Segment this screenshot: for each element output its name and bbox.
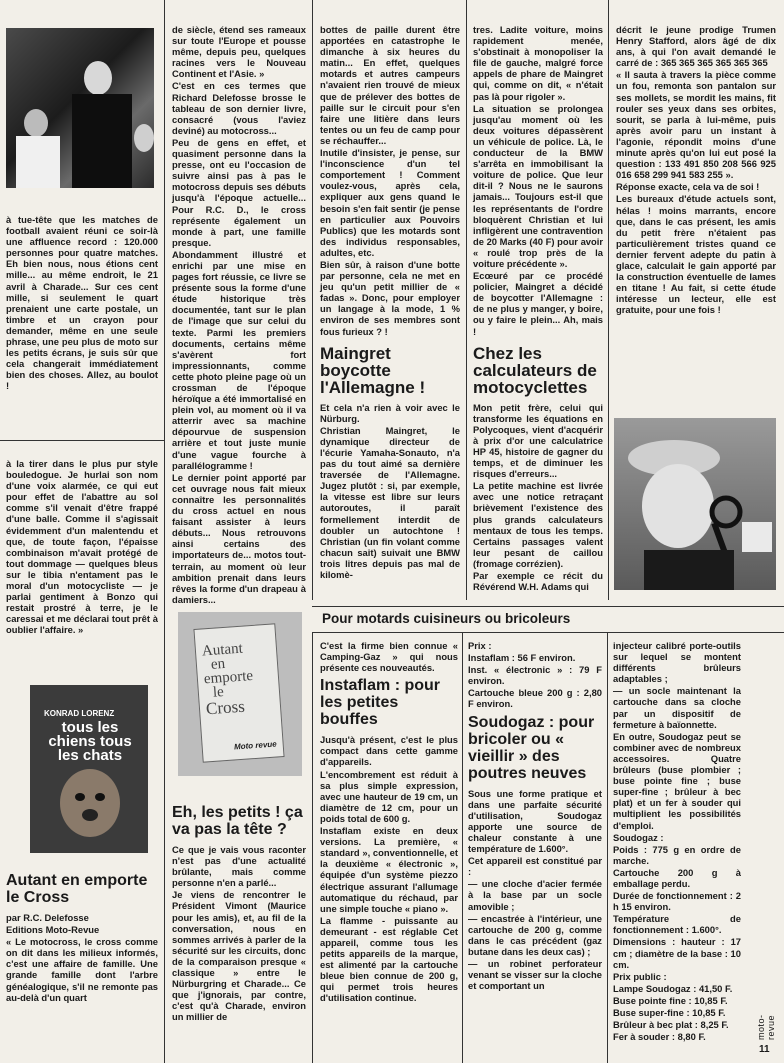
s3-paragraph-2: — un socle maintenant la cartouche dans sa cloche par un dispositif de fermeture à baïonnette.	[613, 685, 741, 730]
s3-paragraph-13: Buse super-fine : 10,85 F.	[613, 1007, 726, 1018]
s2-paragraph-7: — une cloche d'acier fermée à la base par un socle amovible ;	[468, 878, 602, 912]
s3-paragraph-6: Cartouche 200 g à emballage perdu.	[613, 866, 741, 889]
s3-paragraph-5: Poids : 775 g en ordre de marche.	[613, 843, 741, 866]
column-rule	[312, 0, 313, 600]
s2-paragraph-3: Inst. « électronic » : 79 F environ.	[468, 664, 602, 687]
s3-paragraph-15: Fer à souder : 8,80 F.	[613, 1031, 706, 1043]
col4-paragraph-5: La petite machine est livrée avec une notice retraçant brièvement l'existence des plus grands calculateurs mentaux de tous les temps. Certains passages valent leur pesant de caillou (fromage corrézien).	[473, 480, 603, 569]
byline-author: par R.C. Delefosse	[6, 912, 89, 923]
column-rule	[466, 0, 467, 600]
column-1-top	[6, 214, 158, 393]
book-cover	[193, 623, 284, 762]
s1-paragraph-4: Instaflam existe en deux versions. La première, « standard », conventionnelle, et la deuxième « électronic », équipée d'un système piezzo électrique assurant l'allumage automatique du réchaud, par une simple touche « piano ».	[320, 825, 458, 914]
col4-paragraph-2: La situation se prolongea jusqu'au moment où les deux voitures dépassèrent un véhicule de police. Là, le conducteur de la BMW s'arrêta en immobilisant la voiture de police. Que leur dit-il ? Nous ne le saurons jamais... Toujours est-il que les représentants de l'ordre bloquèrent Christian et lui infligèrent une contravention de 20 Marks (40 F) pour avoir « roulé trop près de la voiture précédente ».	[473, 102, 603, 269]
byline-publisher: Editions Moto-Revue	[6, 924, 100, 936]
col4-paragraph-6: Par exemple ce récit du Révérend W.H. Adams qui	[473, 570, 603, 593]
column-4	[473, 24, 603, 593]
man-illustration	[614, 418, 776, 590]
column-1-mid	[6, 458, 158, 637]
s3-paragraph-8: Température de fonctionnement : 1.600°.	[613, 913, 741, 936]
s2-paragraph-5: Sous une forme pratique et dans une parfaite sécurité d'utilisation, Soudogaz apporte une source de chaleur constante à une température de 1.600°.	[468, 787, 602, 855]
col2-paragraph-5: Le dernier point apporté par cet ouvrage nous fait mieux connaître les personnalités du cross actuel en nous faisant assister à leurs débuts... Nous retrouvons ainsi certains des importateurs de... motos tout-terrain, au moment où leur ambition prenait dans leurs rêves la forme d'un drapeau à damiers...	[172, 471, 306, 605]
s3-paragraph-1: injecteur calibré porte-outils sur lequel se montent différents brûleurs adaptables ;	[613, 640, 741, 685]
column-2	[172, 24, 306, 606]
s3-paragraph-3: En outre, Soudogaz peut se combiner avec de nombreux accessoires. Quatre brûleurs (buse plombier ; buse pointe fine ; buse super-fine ; brûleur à bec plat) et un fer à souder qui multiplient les possibilités d'emploi.	[613, 730, 741, 831]
column-5	[616, 24, 776, 316]
book-cover-title: tous les chiens tous les chats	[48, 719, 132, 764]
book-photo-cross	[178, 612, 302, 776]
article-heading-petits: Eh, les petits ! ça va pas la tête ?	[172, 804, 303, 838]
col1-paragraph-3: « Le motocross, le cross comme on dit dans les milieux informés, c'est une affaire de famille. Une grande famille dont l'arbre généalogique, s'il ne remonte pas au-delà d'un quart	[6, 936, 158, 1003]
book-cover-dogs	[30, 685, 148, 853]
col4-paragraph-4: Mon petit frère, celui qui transforme les équations en Polycoques, vient d'acquérir à prix d'or une calculatrice HP 45, histoire de gagner du temps, et de diminuer les risques d'erreurs...	[473, 401, 603, 480]
s1-paragraph-2: Jusqu'à présent, c'est le plus compact dans cette gamme d'appareils.	[320, 734, 458, 768]
col2-paragraph-3: Peu de gens en effet, et quasiment personne dans la presse, ont eu l'occasion de suivre ainsi pas à pas le motocross depuis ses débuts jusqu'à l'époque actuelle... Pour R.C. D., le cross représente également un monde à part, une famille presque.	[172, 136, 306, 248]
col3-paragraph-4: Et cela n'a rien à voir avec le Nürburg.	[320, 401, 460, 424]
book-publisher: Moto revue	[233, 739, 277, 752]
section-rule	[312, 632, 784, 633]
book-cover-author: KONRAD LORENZ	[44, 709, 115, 718]
col3-paragraph-1: bottes de paille durent être apportées en catastrophe le dimanche à six heures du matin... En effet, quelques motards et autres campeurs n'avaient rien trouvé de mieux que de prélever des bottes de paille sur le circuit pour s'en faire une litière dans leurs tentes ou un feu de camp pour se réchauffer...	[320, 24, 460, 146]
col3-paragraph-2: Inutile d'insister, je pense, sur l'inconscience d'un tel comportement ! Comment voulez-vous, après cela, expliquer aux gens quand le besoin s'en fait sentir (je pense en particulier aux Pouvoirs Publics) que les motards sont des individus responsables, adultes, etc.	[320, 147, 460, 258]
col3-paragraph-3: Bien sûr, à raison d'une botte par personne, cela ne met en jeu qu'un petit millier de « fadas ». Donc, pour employer un langage à la mode, 1 % environ de ses membres sont fous furieux ? !	[320, 258, 460, 337]
col4-paragraph-3: Ecœuré par ce procédé policier, Maingret a décidé de boycotter l'Allemagne : de ne plus y manger, y boire, ou y faire le plein... Ah, mais !	[473, 270, 603, 337]
book-title-4: le	[212, 684, 225, 701]
book-title-1: Autant	[201, 640, 244, 660]
column-2-bottom	[172, 800, 306, 1024]
book-title-2: en	[210, 655, 226, 673]
s3-paragraph-14: Brûleur à bec plat : 8,25 F.	[613, 1019, 729, 1031]
book-title-5: Cross	[205, 696, 246, 719]
article-heading-calculateurs: Chez les calculateurs de motocyclettes	[473, 343, 597, 397]
article-heading-autant: Autant en emporte le Cross	[6, 872, 148, 906]
col5-paragraph-2: « Il sauta à travers la pièce comme un fou, remonta son pantalon sur ses mollets, se mordit les mains, fit rouler ses yeux dans ses orbites, sourit, se parla à lui-même, puis après avoir paru un instant à l'agonie, répondit moins d'une minute après qu'on lui eut posé la question : 133 491 850 208 566 925 016 658 299 941 583 255 ».	[616, 69, 776, 181]
s3-paragraph-12: Buse pointe fine : 10,85 F.	[613, 994, 728, 1006]
s3-paragraph-10: Prix public :	[613, 970, 667, 982]
page-number: 11	[759, 1044, 770, 1055]
column-1-bottom	[6, 868, 158, 1004]
article-heading-maingret: Maingret boycotte l'Allemagne !	[320, 343, 426, 397]
col2-paragraph-6: Ce que je vais vous raconter n'est pas d'une actualité brûlante, mais comme personne n'en a parlé...	[172, 844, 306, 889]
col4-paragraph-1: tres. Ladite voiture, moins rapidement menée, s'obstinait à monopoliser la file de gauche, malgré force appels de phare de Maingret qui, comme on dit, « n'était pas là pour rigoler ».	[473, 24, 603, 102]
s2-paragraph-8: — encastrée à l'intérieur, une cartouche de 200 g, comme dans le cas précédent (gaz butane dans les deux cas) ;	[468, 912, 602, 957]
photo-man-magnifier	[614, 418, 776, 590]
photo-silhouettes	[6, 28, 154, 188]
col2-paragraph-7: Je viens de rencontrer le Président Vimont (Maurice pour les amis), et, au fil de la conversation, nous en sommes arrivés à parler de la sécurité sur les circuits, donc de la comparaison presque « classique » entre le Nürburgring et Charade... Ce que j'ignorais, par contre, c'est qu'à Charade, environ un millier de	[172, 889, 306, 1023]
s2-paragraph-1: Prix :	[468, 640, 492, 651]
side-label: moto-revue	[756, 1014, 776, 1040]
column-rule	[462, 632, 463, 1063]
col5-paragraph-4: Les bureaux d'étude actuels sont, hélas ! moins marrants, encore que, dans le cas présent, les amis du petit frère n'étaient pas particulièrement tristes quand ce dernier fervent adepte du patin à glace, calculait le gain apporté par la construction éventuelle de lames en titane ! Au fait, si cette étude intéresse un lecteur, elle est gratuite, pour une fois !	[616, 193, 776, 316]
column-rule	[607, 632, 608, 1063]
col2-paragraph-4: Abondamment illustré et enrichi par une mise en pages fort réussie, ce livre se présente sous la forme d'une étude historique très documentée, tant sur le plan de l'image que sur celui du texte. Parmi les premiers documents, certains même s'avèrent fort impressionnants, comme cette photo pleine page où un crossman de l'époque héroïque a été immortalisé en plein vol, au moment où il va atterrir avec sa machine dépourvue de suspension arrière et tout juste munie d'une vague fourche à parallélogramme !	[172, 248, 306, 471]
s2-paragraph-2: Instaflam : 56 F environ.	[468, 652, 576, 664]
column-rule	[164, 0, 165, 1063]
dog-image	[30, 753, 148, 853]
article-heading-instaflam: Instaflam : pour les petites bouffes	[320, 677, 441, 729]
bottom-col-1	[320, 640, 458, 1005]
s3-paragraph-7: Durée de fonctionnement : 2 h 15 environ.	[613, 890, 741, 913]
bottom-col-3	[613, 640, 741, 1043]
divider	[0, 440, 164, 441]
bottom-col-2	[468, 640, 602, 992]
column-3	[320, 24, 460, 581]
section-rule	[312, 606, 784, 607]
s2-paragraph-6: Cet appareil est constitué par :	[468, 855, 602, 878]
photo-crowd	[6, 28, 154, 188]
s3-paragraph-9: Dimensions : hauteur : 17 cm ; diamètre de la base : 10 cm.	[613, 936, 741, 970]
s1-paragraph-3: L'encombrement est réduit à sa plus simple expression, avec une hauteur de 19 cm, un diamètre de 12 cm, pour un poids total de 600 g.	[320, 768, 458, 824]
column-rule	[312, 632, 313, 1063]
col5-paragraph-3: Réponse exacte, cela va de soi !	[616, 181, 760, 193]
article-heading-soudogaz: Soudogaz : pour bricoler ou « vieillir » des poutres neuves	[468, 713, 595, 782]
s2-paragraph-9: — un robinet perforateur venant se visser sur la cloche et comportant un	[468, 957, 602, 992]
col1-paragraph-1: à tue-tête que les matches de football avaient réuni ce soir-là une affluence record : 120.000 personnes pour quatre matches. Eh bien nous, nous étions cent mille... au même endroit, le 21 avril à Charade... Sur ces cent mille, si seulement le quart prenaient une carte postale, un timbre et un crayon pour demander, même en une seule phrase, une peu plus de moto sur les petits écrans, je suis sûr que cela changerait immédiatement bien des choses. Allez, au boulot !	[6, 214, 158, 392]
s3-paragraph-4: Soudogaz :	[613, 831, 664, 843]
col5-paragraph-1: décrit le jeune prodige Trumen Henry Stafford, alors âgé de dix ans, à qui l'on avait demandé le carré de : 365 365 365 365 365 365	[616, 24, 776, 69]
col2-paragraph-2: C'est en ces termes que Richard Delefosse brosse le tableau de son dernier livre, consacré (vous l'aviez deviné) au motocross...	[172, 80, 306, 136]
book-title-3: emporte	[203, 668, 254, 688]
s1-paragraph-1: C'est la firme bien connue « Camping-Gaz » qui nous présente ces nouveautés.	[320, 640, 458, 674]
col3-paragraph-5: Christian Maingret, le dynamique directeur de l'écurie Yamaha-Sonauto, n'a pas du tout aimé sa dernière traversée de l'Allemagne. Jugez plutôt : si, par exemple, la vitesse est libre sur leurs autoroutes, il paraît formellement interdit de doubler un autochtone ! Christian (un fin volant comme chacun sait) suivait une BMW trois litres depuis pas mal de kilomè-	[320, 424, 460, 581]
s3-paragraph-11: Lampe Soudogaz : 41,50 F.	[613, 982, 733, 994]
section-title: Pour motards cuisineurs ou bricoleurs	[322, 611, 571, 626]
s1-paragraph-5: La flamme - puissante au demeurant - est réglable Cet appareil, comme tous les petits appareils de la marque, est alimenté par la cartouche bleue bien connue de 200 g, qui permet trois heures d'utilisation continue.	[320, 914, 458, 1004]
column-rule	[608, 0, 609, 600]
col2-paragraph-1: de siècle, étend ses rameaux sur toute l'Europe et pousse même, depuis peu, quelques racines vers le Nouveau Continent et l'Asie. »	[172, 24, 306, 80]
col1-paragraph-2: à la tirer dans le plus pur style bouledogue. Je hurlai son nom d'une voix alarmée, ce qui eut pour effet de l'abattre au sol comme s'il venait d'être frappé d'une balle. Comme il s'agissait évidemment d'un malentendu et que, de toute façon, l'épaisse combinaison m'avait protégé de tout dommage — quelques bleus sur le tibia n'entament pas le moral d'un motocycliste — je parlai gentiment à Bonzo qui restait prostré à terre, je le caressai et me déclarai tout prêt à oublier l'affaire. »	[6, 458, 158, 636]
s2-paragraph-4: Cartouche bleue 200 g : 2,80 F environ.	[468, 687, 602, 710]
